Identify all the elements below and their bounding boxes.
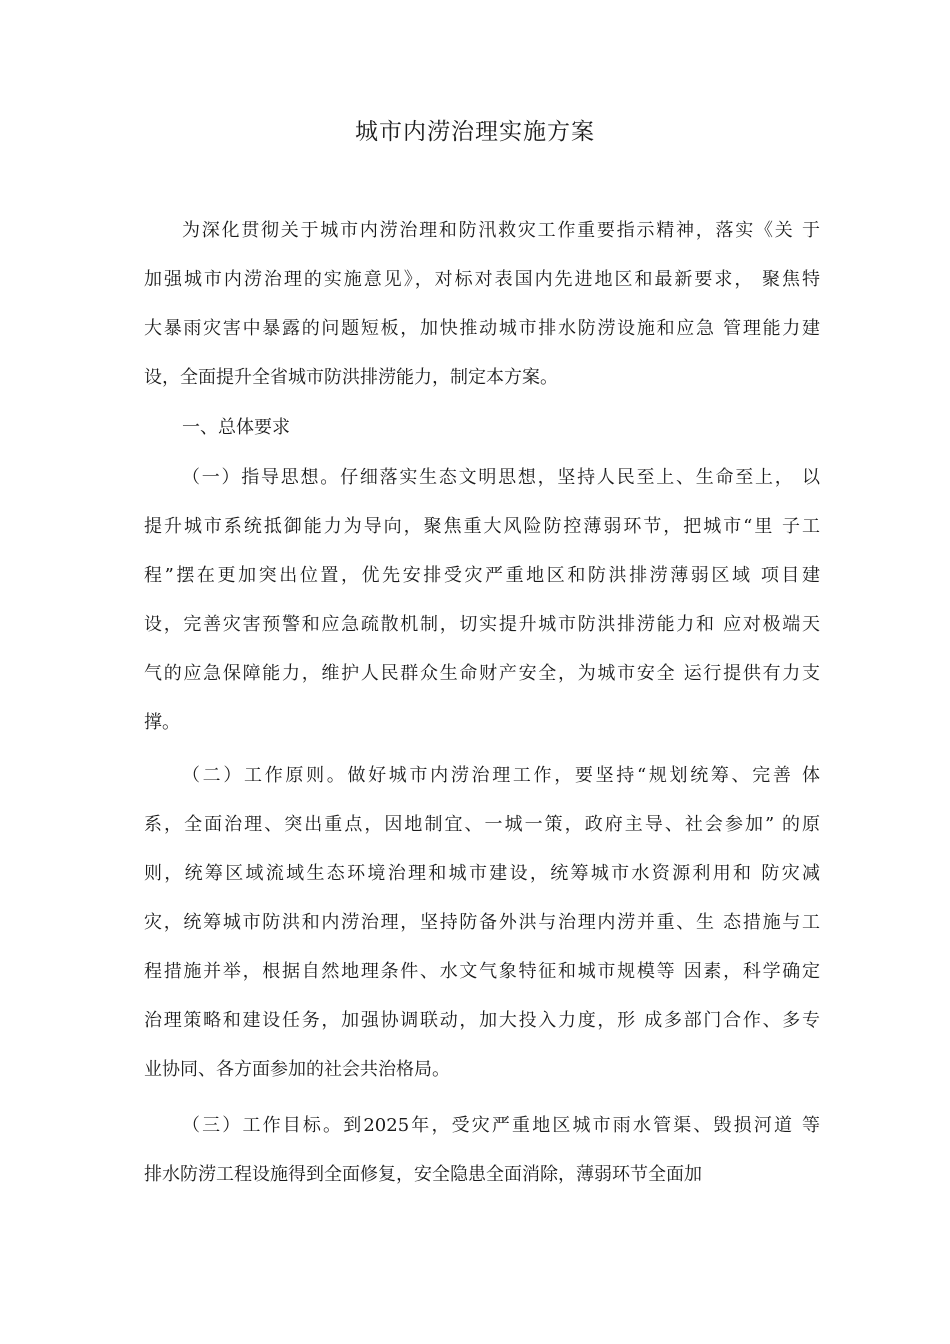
- paragraph-intro: [144, 206, 820, 402]
- document-title: 城市内涝治理实施方案: [355, 119, 595, 145]
- paragraph-guiding-thought: [144, 453, 820, 747]
- paragraph-line: 程”摆在更加突出位置，优先安排受灾严重地区和防洪排涝薄弱区域 项目建: [144, 565, 820, 586]
- paragraph-line: 设，全面提升全省城市防洪排涝能力，制定本方案。: [144, 367, 558, 388]
- paragraph-line: 大暴雨灾害中暴露的问题短板，加快推动城市排水防涝设施和应急 管理能力建: [144, 318, 820, 339]
- section-heading: 一、总体要求: [182, 417, 290, 438]
- paragraph-principles: [144, 751, 820, 1094]
- paragraph-line: （二）工作原则。做好城市内涝治理工作，要坚持“规划统筹、完善 体: [182, 765, 820, 786]
- paragraph-line: 为深化贯彻关于城市内涝治理和防汛救灾工作重要指示精神，落实《关 于: [182, 220, 820, 241]
- paragraph-line: 撑。: [144, 712, 180, 733]
- paragraph-line: 排水防涝工程设施得到全面修复，安全隐患全面消除，薄弱环节全面加: [144, 1164, 702, 1185]
- paragraph-line: 业协同、各方面参加的社会共治格局。: [144, 1059, 450, 1080]
- paragraph-line: 则，统筹区域流域生态环境治理和城市建设，统筹城市水资源利用和 防灾减: [144, 863, 820, 884]
- paragraph-line: 提升城市系统抵御能力为导向，聚焦重大风险防控薄弱环节，把城市“里 子工: [144, 516, 820, 537]
- paragraph-line: 程措施并举，根据自然地理条件、水文气象特征和城市规模等 因素，科学确定: [144, 961, 820, 982]
- paragraph-line: 设，完善灾害预警和应急疏散机制，切实提升城市防洪排涝能力和 应对极端天: [144, 614, 820, 635]
- paragraph-line: （三）工作目标。到2025年，受灾严重地区城市雨水管渠、毁损河道 等: [182, 1115, 820, 1136]
- paragraph-line: 系，全面治理、突出重点，因地制宜、一城一策，政府主导、社会参加” 的原: [144, 814, 820, 835]
- section-heading-general-requirements: [144, 403, 820, 452]
- paragraph-line: 加强城市内涝治理的实施意见》，对标对表国内先进地区和最新要求， 聚焦特: [144, 269, 820, 290]
- paragraph-goals: [144, 1101, 820, 1199]
- paragraph-line: （一）指导思想。仔细落实生态文明思想，坚持人民至上、生命至上， 以: [182, 467, 820, 488]
- paragraph-line: 治理策略和建设任务，加强协调联动，加大投入力度，形 成多部门合作、多专: [144, 1010, 820, 1031]
- paragraph-line: 气的应急保障能力，维护人民群众生命财产安全，为城市安全 运行提供有力支: [144, 663, 820, 684]
- paragraph-line: 灾，统筹城市防洪和内涝治理，坚持防备外洪与治理内涝并重、生 态措施与工: [144, 912, 820, 933]
